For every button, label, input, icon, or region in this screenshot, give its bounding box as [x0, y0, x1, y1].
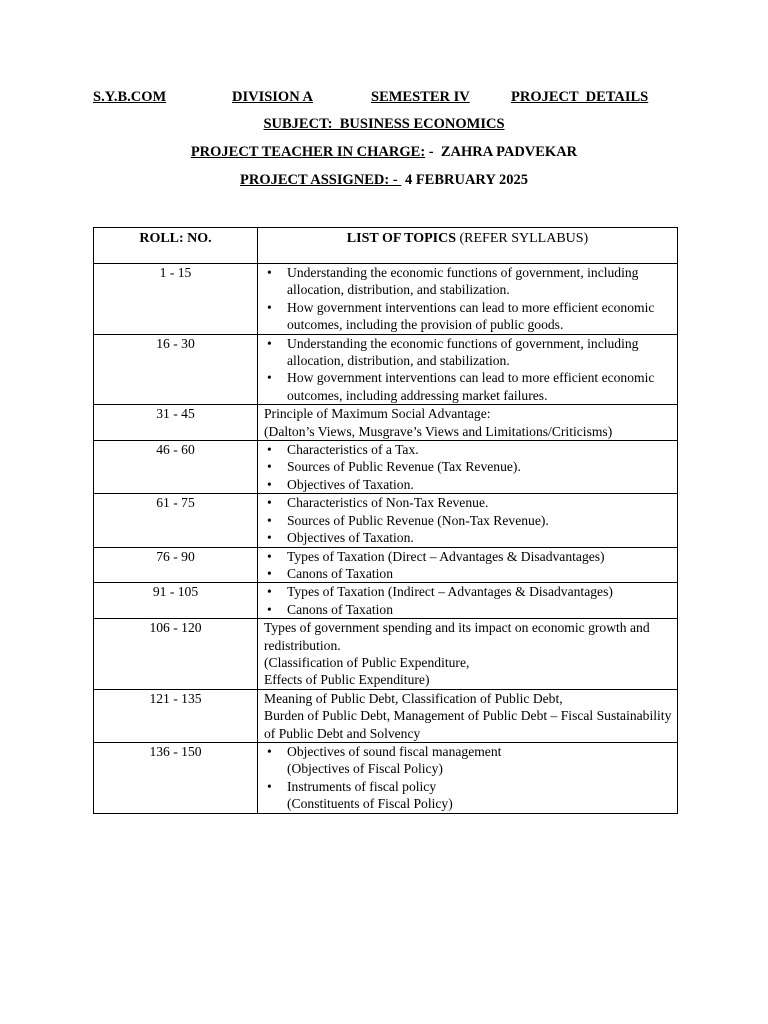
topic-bullet-item: • Types of Taxation (Direct – Advantages & Disadvantages) [264, 548, 673, 565]
table-row [94, 405, 678, 441]
table-row [94, 689, 678, 742]
topic-bullet-item: • Objectives of sound fiscal management (Objectives of Fiscal Policy) [264, 743, 673, 778]
topic-cell [258, 619, 678, 690]
semester-label: SEMESTER IV [371, 89, 470, 105]
teacher-label: PROJECT TEACHER IN CHARGE: [190, 144, 426, 160]
table-header-row [94, 228, 678, 264]
table-row [94, 742, 678, 813]
assigned-label: PROJECT ASSIGNED: - [240, 172, 402, 188]
topic-cell [258, 441, 678, 494]
topic-bullet-list [264, 743, 673, 813]
roll-range-cell: 136 - 150 [94, 742, 258, 813]
topics-header-bold: LIST OF TOPICS [346, 231, 456, 246]
roll-range-cell: 16 - 30 [94, 334, 258, 405]
table-row [94, 619, 678, 690]
roll-range-cell: 1 - 15 [94, 264, 258, 335]
subject-line [0, 115, 768, 133]
topic-bullet-item: • Objectives of Taxation. [264, 476, 673, 493]
topic-bullet-list [264, 441, 673, 493]
topic-bullet-item: • How government interventions can lead to more efficient economic outcomes, including addressing market failures. [264, 369, 673, 404]
roll-range-cell: 121 - 135 [94, 689, 258, 742]
subject-text: SUBJECT: BUSINESS ECONOMICS [263, 116, 505, 132]
topic-bullet-list [264, 548, 673, 583]
topic-cell [258, 583, 678, 619]
table-row [94, 583, 678, 619]
roll-range-cell: 61 - 75 [94, 494, 258, 547]
table-row [94, 547, 678, 583]
topic-cell [258, 742, 678, 813]
project-details-label: PROJECT DETAILS [511, 89, 649, 105]
topic-bullet-item: • Characteristics of a Tax. [264, 441, 673, 458]
course-label: S.Y.B.COM [93, 89, 167, 105]
topic-cell [258, 264, 678, 335]
division-label: DIVISION A [232, 89, 313, 105]
topic-text: Types of government spending and its impact on economic growth and redistribution. (Classification of Public Expenditure, Effects of Public Expenditure) [264, 620, 650, 688]
topic-text: Meaning of Public Debt, Classification of Public Debt, Burden of Public Debt, Management of Public Debt – Fiscal Sustainability of Public Debt and Solvency [264, 690, 672, 741]
topic-bullet-item: • Understanding the economic functions of government, including allocation, distribution, and stabilization. [264, 264, 673, 299]
teacher-separator: - [425, 144, 441, 160]
roll-no-header: ROLL: NO. [94, 228, 258, 264]
roll-range-cell: 106 - 120 [94, 619, 258, 690]
assigned-line [0, 171, 768, 189]
assigned-date: 4 FEBRUARY 2025 [401, 172, 528, 188]
roll-range-cell: 76 - 90 [94, 547, 258, 583]
roll-range-cell: 31 - 45 [94, 405, 258, 441]
topic-bullet-item: • Characteristics of Non-Tax Revenue. [264, 494, 673, 511]
table-row [94, 264, 678, 335]
topic-bullet-item: • Sources of Public Revenue (Tax Revenue). [264, 458, 673, 475]
topic-bullet-list [264, 583, 673, 618]
table-row [94, 334, 678, 405]
topic-bullet-list [264, 494, 673, 546]
topic-bullet-item: • How government interventions can lead to more efficient economic outcomes, including the provision of public goods. [264, 299, 673, 334]
topic-cell [258, 405, 678, 441]
topic-bullet-list [264, 335, 673, 405]
topic-bullet-item: • Objectives of Taxation. [264, 529, 673, 546]
topic-bullet-item: • Instruments of fiscal policy (Constituents of Fiscal Policy) [264, 778, 673, 813]
topic-cell [258, 334, 678, 405]
topic-bullet-item: • Sources of Public Revenue (Non-Tax Revenue). [264, 512, 673, 529]
teacher-line [0, 143, 768, 161]
topics-header [258, 228, 678, 264]
topic-cell [258, 689, 678, 742]
topic-bullet-list [264, 264, 673, 334]
table-row [94, 441, 678, 494]
topic-text: Principle of Maximum Social Advantage: (Dalton’s Views, Musgrave’s Views and Limitations/Criticisms) [264, 406, 613, 439]
topic-cell [258, 494, 678, 547]
roll-range-cell: 46 - 60 [94, 441, 258, 494]
topic-bullet-item: • Types of Taxation (Indirect – Advantages & Disadvantages) [264, 583, 673, 600]
topic-bullet-item: • Canons of Taxation [264, 601, 673, 618]
topics-header-note: (REFER SYLLABUS) [455, 231, 589, 246]
table-row [94, 494, 678, 547]
roll-range-cell: 91 - 105 [94, 583, 258, 619]
topic-bullet-item: • Understanding the economic functions of government, including allocation, distribution, and stabilization. [264, 335, 673, 370]
topics-table-body [94, 264, 678, 814]
teacher-name: ZAHRA PADVEKAR [440, 144, 578, 160]
topics-table [93, 227, 678, 814]
topic-bullet-item: • Canons of Taxation [264, 565, 673, 582]
topic-cell [258, 547, 678, 583]
